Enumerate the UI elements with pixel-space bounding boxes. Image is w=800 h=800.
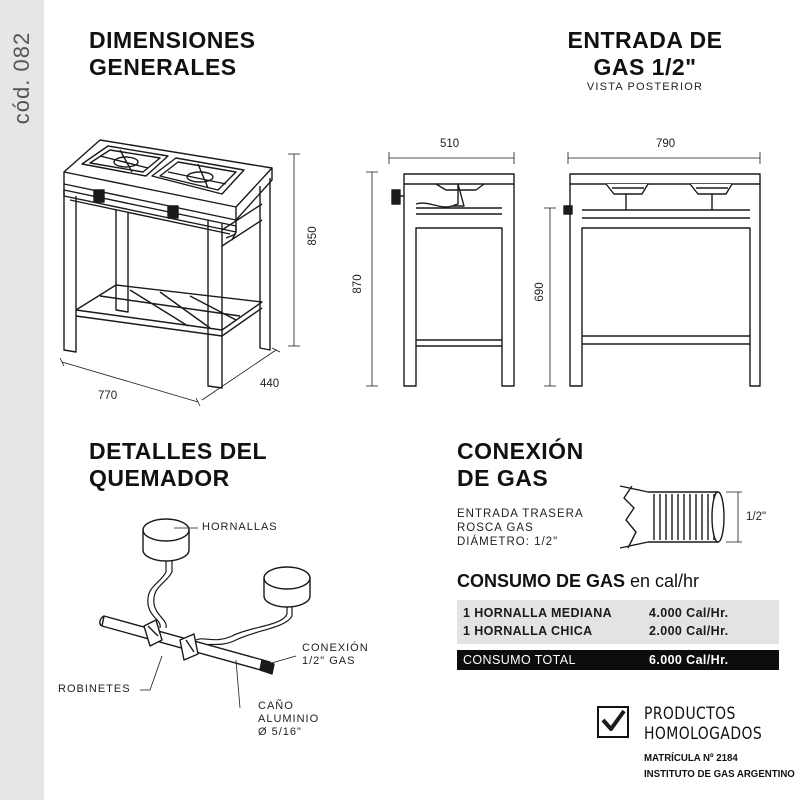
dim-width: 770 bbox=[98, 390, 118, 402]
table-row: 1 HORNALLA CHICA 2.000 Cal/Hr. bbox=[457, 622, 779, 640]
dim-height: 850 bbox=[307, 226, 319, 246]
label-cano: CAÑO ALUMINIO Ø 5/16" bbox=[258, 700, 320, 738]
consumo-table bbox=[457, 600, 779, 670]
stove-isometric-drawing bbox=[60, 140, 300, 406]
gas-pipe-drawing bbox=[620, 486, 742, 548]
conexion-description: ENTRADA TRASERA ROSCA GAS DIÁMETRO: 1/2" bbox=[457, 508, 584, 548]
burner-detail-drawing bbox=[100, 519, 310, 708]
consumo-title: CONSUMO DE GAS en cal/hr bbox=[457, 571, 700, 591]
rear-height: 690 bbox=[534, 282, 546, 302]
badge-line2: HOMOLOGADOS bbox=[644, 724, 763, 744]
side-height: 870 bbox=[352, 274, 364, 294]
table-row-total: CONSUMO TOTAL 6.000 Cal/Hr. bbox=[457, 650, 779, 670]
product-code: cód. 082 bbox=[9, 31, 34, 125]
conexion-title: CONEXIÓN DE GAS bbox=[457, 438, 584, 491]
label-robinetes: ROBINETES bbox=[58, 683, 131, 695]
pipe-diameter-label: 1/2" bbox=[746, 511, 767, 523]
entrada-title: ENTRADA DE GAS 1/2" bbox=[567, 27, 723, 80]
badge-institute: INSTITUTO DE GAS ARGENTINO bbox=[644, 768, 795, 780]
rear-width: 790 bbox=[656, 138, 676, 150]
table-row: 1 HORNALLA MEDIANA 4.000 Cal/Hr. bbox=[457, 604, 779, 622]
label-conexion: CONEXIÓN 1/2" GAS bbox=[302, 642, 369, 667]
side-width: 510 bbox=[440, 138, 460, 150]
badge-line1: PRODUCTOS bbox=[644, 704, 736, 724]
dimensiones-title: DIMENSIONES GENERALES bbox=[89, 27, 256, 80]
homologated-badge-box bbox=[597, 706, 629, 738]
stove-rear-view-drawing bbox=[544, 152, 760, 386]
entrada-subtitle: VISTA POSTERIOR bbox=[586, 81, 704, 93]
quemador-title: DETALLES DEL QUEMADOR bbox=[89, 438, 268, 491]
label-hornallas: HORNALLAS bbox=[202, 521, 278, 533]
dim-depth: 440 bbox=[260, 378, 280, 390]
stove-side-view-drawing bbox=[366, 152, 514, 386]
badge-matricula: MATRÍCULA Nº 2184 bbox=[644, 752, 738, 764]
